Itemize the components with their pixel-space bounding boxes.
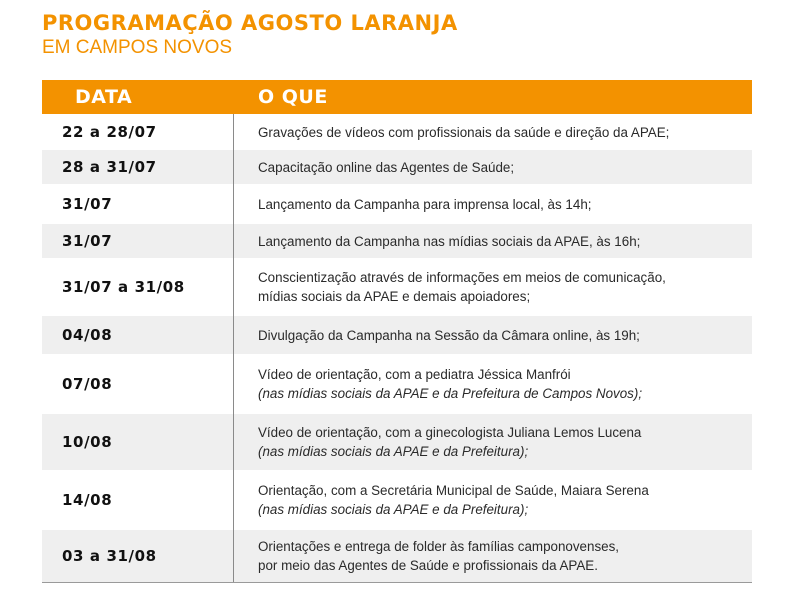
row-description — [233, 470, 752, 530]
table-row — [42, 470, 752, 530]
page-title: PROGRAMAÇÃO AGOSTO LARANJA — [42, 11, 458, 35]
table-row — [42, 184, 752, 224]
table-row — [42, 224, 752, 258]
row-line: mídias sociais da APAE e demais apoiadores; — [258, 289, 531, 304]
row-date: 28 a 31/07 — [62, 158, 157, 176]
row-description — [233, 316, 752, 354]
table-row — [42, 414, 752, 470]
page-subtitle: EM CAMPOS NOVOS — [42, 37, 233, 58]
row-line: por meio das Agentes de Saúde e profissionais da APAE. — [258, 558, 598, 573]
row-description — [233, 150, 752, 184]
row-line: Lançamento da Campanha nas mídias sociais da APAE, às 16h; — [258, 233, 641, 249]
row-description — [233, 184, 752, 224]
row-line: Gravações de vídeos com profissionais da saúde e direção da APAE; — [258, 124, 670, 140]
row-description — [233, 530, 752, 582]
row-date: 10/08 — [62, 433, 113, 451]
header-date: DATA — [75, 86, 133, 108]
row-date: 07/08 — [62, 375, 113, 393]
row-line: Capacitação online das Agentes de Saúde; — [258, 159, 515, 175]
title-block — [42, 10, 458, 60]
row-description — [233, 224, 752, 258]
table-row — [42, 316, 752, 354]
row-description — [233, 354, 752, 414]
table-header — [42, 80, 752, 114]
row-description — [233, 114, 752, 150]
table-row — [42, 354, 752, 414]
table-row — [42, 258, 752, 316]
row-date: 03 a 31/08 — [62, 547, 157, 565]
table-row — [42, 150, 752, 184]
row-line-italic: (nas mídias sociais da APAE e da Prefeitura de Campos Novos); — [258, 386, 643, 401]
row-date: 04/08 — [62, 326, 113, 344]
schedule-table — [42, 80, 752, 583]
row-date: 14/08 — [62, 491, 113, 509]
row-date: 31/07 a 31/08 — [62, 278, 185, 296]
row-line: Vídeo de orientação, com a pediatra Jéssica Manfrói — [258, 367, 571, 382]
row-date: 31/07 — [62, 232, 113, 250]
table-row — [42, 114, 752, 150]
row-line: Orientações e entrega de folder às famílias camponovenses, — [258, 539, 620, 554]
row-date: 22 a 28/07 — [62, 123, 157, 141]
table-row — [42, 530, 752, 582]
row-description — [233, 258, 752, 316]
row-line: Orientação, com a Secretária Municipal de Saúde, Maiara Serena — [258, 483, 649, 498]
row-line: Lançamento da Campanha para imprensa local, às 14h; — [258, 196, 592, 212]
row-description — [233, 414, 752, 470]
row-line: Vídeo de orientação, com a ginecologista Juliana Lemos Lucena — [258, 425, 642, 440]
row-date: 31/07 — [62, 195, 113, 213]
row-line-italic: (nas mídias sociais da APAE e da Prefeitura); — [258, 502, 529, 517]
table-bottom-divider — [42, 582, 752, 583]
header-what: O QUE — [258, 86, 328, 108]
row-line-italic: (nas mídias sociais da APAE e da Prefeitura); — [258, 444, 529, 459]
row-line: Divulgação da Campanha na Sessão da Câmara online, às 19h; — [258, 327, 640, 343]
row-line: Conscientização através de informações em meios de comunicação, — [258, 270, 666, 285]
